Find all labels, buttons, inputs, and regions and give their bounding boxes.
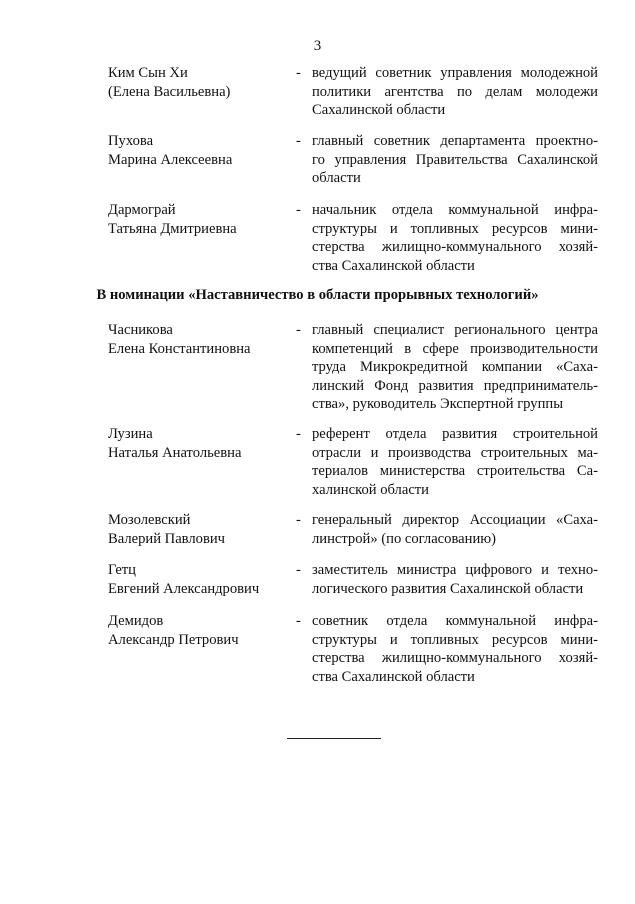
- position-line: линстрой» (по согласованию): [312, 530, 497, 547]
- name-line: Марина Алексеевна: [108, 151, 233, 168]
- position-line: отрасли и производства строительных ма-: [312, 444, 598, 461]
- position-line: ства», руководитель Экспертной группы: [312, 396, 564, 412]
- position-line: го управления Правительства Сахалинской: [312, 151, 598, 168]
- position-line: начальник отдела коммунальной инфра-: [312, 202, 598, 218]
- name-line: Лузина: [108, 426, 153, 442]
- person-name: [108, 201, 288, 238]
- person-position: [312, 64, 598, 120]
- dash-separator: -: [296, 613, 301, 629]
- person-position: [312, 612, 598, 686]
- dash-separator: -: [296, 133, 301, 149]
- position-line: области: [312, 170, 361, 186]
- person-position: [312, 425, 598, 499]
- name-line: Дармограй: [108, 202, 176, 218]
- person-position: [312, 321, 598, 414]
- position-line: труда Микрокредитной компании «Саха-: [312, 359, 598, 375]
- name-line: Пухова: [108, 133, 154, 149]
- name-line: Наталья Анатольевна: [108, 444, 242, 461]
- position-line: стерства жилищно-коммунального хозяй-: [312, 650, 598, 666]
- position-line: главный специалист регионального центра: [312, 322, 598, 338]
- person-name: [108, 132, 288, 169]
- name-line: Александр Петрович: [108, 631, 239, 648]
- end-rule-divider: [287, 738, 381, 739]
- person-name: [108, 425, 288, 462]
- person-name: [108, 561, 288, 598]
- dash-separator: -: [296, 65, 301, 81]
- dash-separator: -: [296, 202, 301, 218]
- position-line: ведущий советник управления молодежной: [312, 65, 598, 81]
- position-line: генеральный директор Ассоциации «Саха-: [312, 512, 598, 528]
- person-position: [312, 561, 598, 598]
- position-line: линский Фонд развития предприниматель-: [312, 377, 598, 394]
- position-line: логического развития Сахалинской области: [312, 580, 584, 597]
- person-name: [108, 612, 288, 649]
- dash-separator: -: [296, 562, 301, 578]
- position-line: ства Сахалинской области: [312, 668, 475, 685]
- person-position: [312, 132, 598, 188]
- position-line: референт отдела развития строительной: [312, 426, 598, 442]
- dash-separator: -: [296, 512, 301, 528]
- position-line: политики агентства по делам молодежи: [312, 83, 598, 100]
- position-line: компетенций в сфере производительности: [312, 340, 598, 357]
- name-line: Евгений Александрович: [108, 580, 260, 597]
- dash-separator: -: [296, 322, 301, 338]
- person-position: [312, 201, 598, 275]
- position-line: ства Сахалинской области: [312, 257, 475, 274]
- name-line: (Елена Васильевна): [108, 83, 231, 100]
- position-line: структуры и топливных ресурсов мини-: [312, 631, 598, 648]
- name-line: Часникова: [108, 322, 173, 338]
- name-line: Татьяна Дмитриевна: [108, 220, 237, 237]
- name-line: Ким Сын Хи: [108, 65, 188, 81]
- person-name: [108, 321, 288, 358]
- name-line: Елена Константиновна: [108, 340, 251, 357]
- position-line: заместитель министра цифрового и техно-: [312, 562, 598, 578]
- position-line: Сахалинской области: [312, 102, 446, 118]
- position-line: халинской области: [312, 481, 429, 498]
- page-number: 3: [313, 38, 322, 54]
- section-heading: В номинации «Наставничество в области прорывных технологий»: [96, 287, 539, 303]
- person-name: [108, 511, 288, 548]
- position-line: териалов министерства строительства Са-: [312, 463, 598, 479]
- dash-separator: -: [296, 426, 301, 442]
- name-line: Мозолевский: [108, 512, 191, 528]
- position-line: советник отдела коммунальной инфра-: [312, 613, 598, 629]
- name-line: Демидов: [108, 613, 164, 629]
- position-line: стерства жилищно-коммунального хозяй-: [312, 239, 598, 255]
- person-name: [108, 64, 288, 101]
- name-line: Валерий Павлович: [108, 530, 225, 547]
- position-line: главный советник департамента проектно-: [312, 133, 598, 149]
- person-position: [312, 511, 598, 548]
- position-line: структуры и топливных ресурсов мини-: [312, 220, 598, 237]
- name-line: Гетц: [108, 562, 136, 578]
